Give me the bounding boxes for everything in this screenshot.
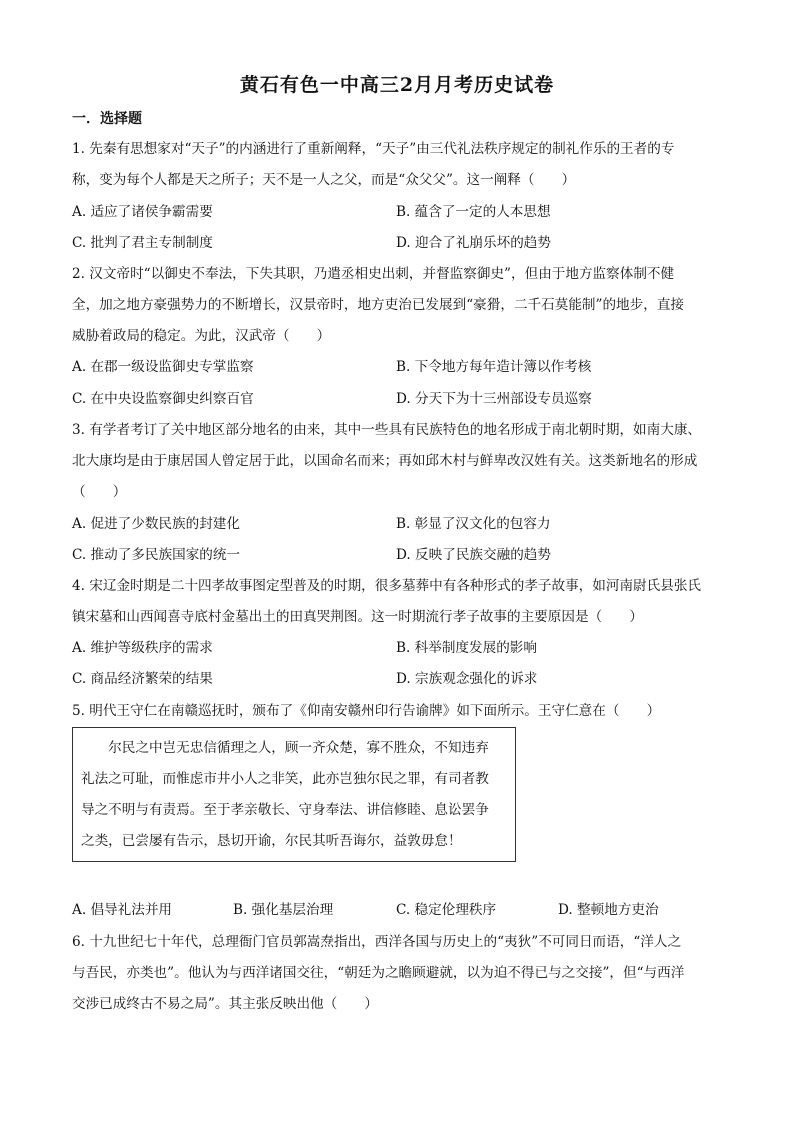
option-d: D. 迎合了礼崩乐坏的趋势 [396, 235, 551, 251]
question-text-line: 北大康均是由于康居国人曾定居于此，以国命名而来；再如邱木村与鲜卑改汉姓有关。这类新地名的形成 [72, 453, 698, 469]
option-d: D. 宗族观念强化的诉求 [396, 671, 538, 687]
option-a: A. 维护等级秩序的需求 [72, 640, 213, 656]
option-c: C. 稳定伦理秩序 [396, 902, 497, 918]
question-text-line: 交涉已成终古不易之局”。其主张反映出他（ ） [72, 996, 379, 1012]
option-b: B. 科举制度发展的影响 [396, 640, 537, 656]
source-quote-box [72, 727, 516, 862]
question-text-line: 与吾民，亦类也”。他认为与西洋诸国交往，“朝廷为之瞻顾避就，以为迫不得已与之交接”，但“与西洋 [72, 965, 685, 981]
option-b: B. 蕴含了一定的人本思想 [396, 204, 551, 220]
option-a: A. 促进了少数民族的封建化 [72, 516, 240, 532]
quote-line: 礼法之可耻，而惟虑市井小人之非笑，此亦岂独尔民之罪，有司者教 [81, 771, 489, 787]
question-text-line: 4. 宋辽金时期是二十四孝故事图定型普及的时期，很多墓葬中有各种形式的孝子故事，如河南尉氏县张氏 [72, 578, 702, 594]
option-c: C. 在中央设监察御史纠察百官 [72, 391, 254, 407]
option-b: B. 强化基层治理 [233, 902, 334, 918]
option-b: B. 下令地方每年造计簿以作考核 [396, 359, 592, 375]
question-text-line: 1. 先秦有思想家对“天子”的内涵进行了重新阐释，“天子”由三代礼法秩序规定的制礼作乐的王者的专 [72, 141, 675, 157]
question-text-line: 5. 明代王守仁在南赣巡抚时，颁布了《仰南安赣州印行告谕牌》如下面所示。王守仁意在（ ） [72, 703, 661, 719]
option-c: C. 批判了君主专制制度 [72, 235, 213, 251]
option-a: A. 倡导礼法并用 [72, 902, 173, 918]
section-heading: 一．选择题 [72, 111, 142, 127]
option-b: B. 彰显了汉文化的包容力 [396, 516, 551, 532]
question-text-line: 全，加之地方豪强势力的不断增长，汉景帝时，地方吏治已发展到“豪猾，二千石莫能制”的地步，直接 [72, 297, 685, 313]
page-title: 黄石有色一中高三2月月考历史试卷 [239, 74, 555, 96]
option-d: D. 整顿地方吏治 [558, 902, 659, 918]
option-a: A. 在郡一级设监御史专掌监察 [72, 359, 254, 375]
option-d: D. 分天下为十三州部设专员巡察 [396, 391, 592, 407]
question-text-line: （ ） [72, 484, 127, 500]
option-c: C. 推动了多民族国家的统一 [72, 547, 241, 563]
quote-line: 尔民之中岂无忠信循理之人，顾一齐众楚，寡不胜众，不知违弃 [81, 740, 489, 756]
quote-line: 导之不明与有责焉。至于孝亲敬长、守身奉法、讲信修睦、息讼罢争 [81, 802, 489, 818]
question-text-line: 3. 有学者考订了关中地区部分地名的由来，其中一些具有民族特色的地名形成于南北朝时期，如南大康、 [72, 422, 702, 438]
option-d: D. 反映了民族交融的趋势 [396, 547, 551, 563]
option-c: C. 商品经济繁荣的结果 [72, 671, 213, 687]
question-text-line: 2. 汉文帝时“以御史不奉法，下失其职，乃遣丞相史出刺，并督监察御史”，但由于地方监察体制不健 [72, 266, 675, 282]
question-text-line: 威胁着政局的稳定。为此，汉武帝（ ） [72, 328, 331, 344]
question-text-line: 称，变为每个人都是天之所子；天不是一人之父，而是“众父父”。这一阐释（ ） [72, 172, 576, 188]
question-text-line: 镇宋墓和山西闻喜寺底村金墓出土的田真哭荆图。这一时期流行孝子故事的主要原因是（ ） [72, 609, 643, 625]
question-text-line: 6. 十九世纪七十年代，总理衙门官员郭嵩焘指出，西洋各国与历史上的“夷狄”不可同日而语，“洋人之 [72, 934, 682, 950]
option-a: A. 适应了诸侯争霸需要 [72, 204, 213, 220]
quote-line: 之类，已尝屡有告示，恳切开谕，尔民其听吾诲尔，益敦毋怠！ [81, 833, 462, 849]
